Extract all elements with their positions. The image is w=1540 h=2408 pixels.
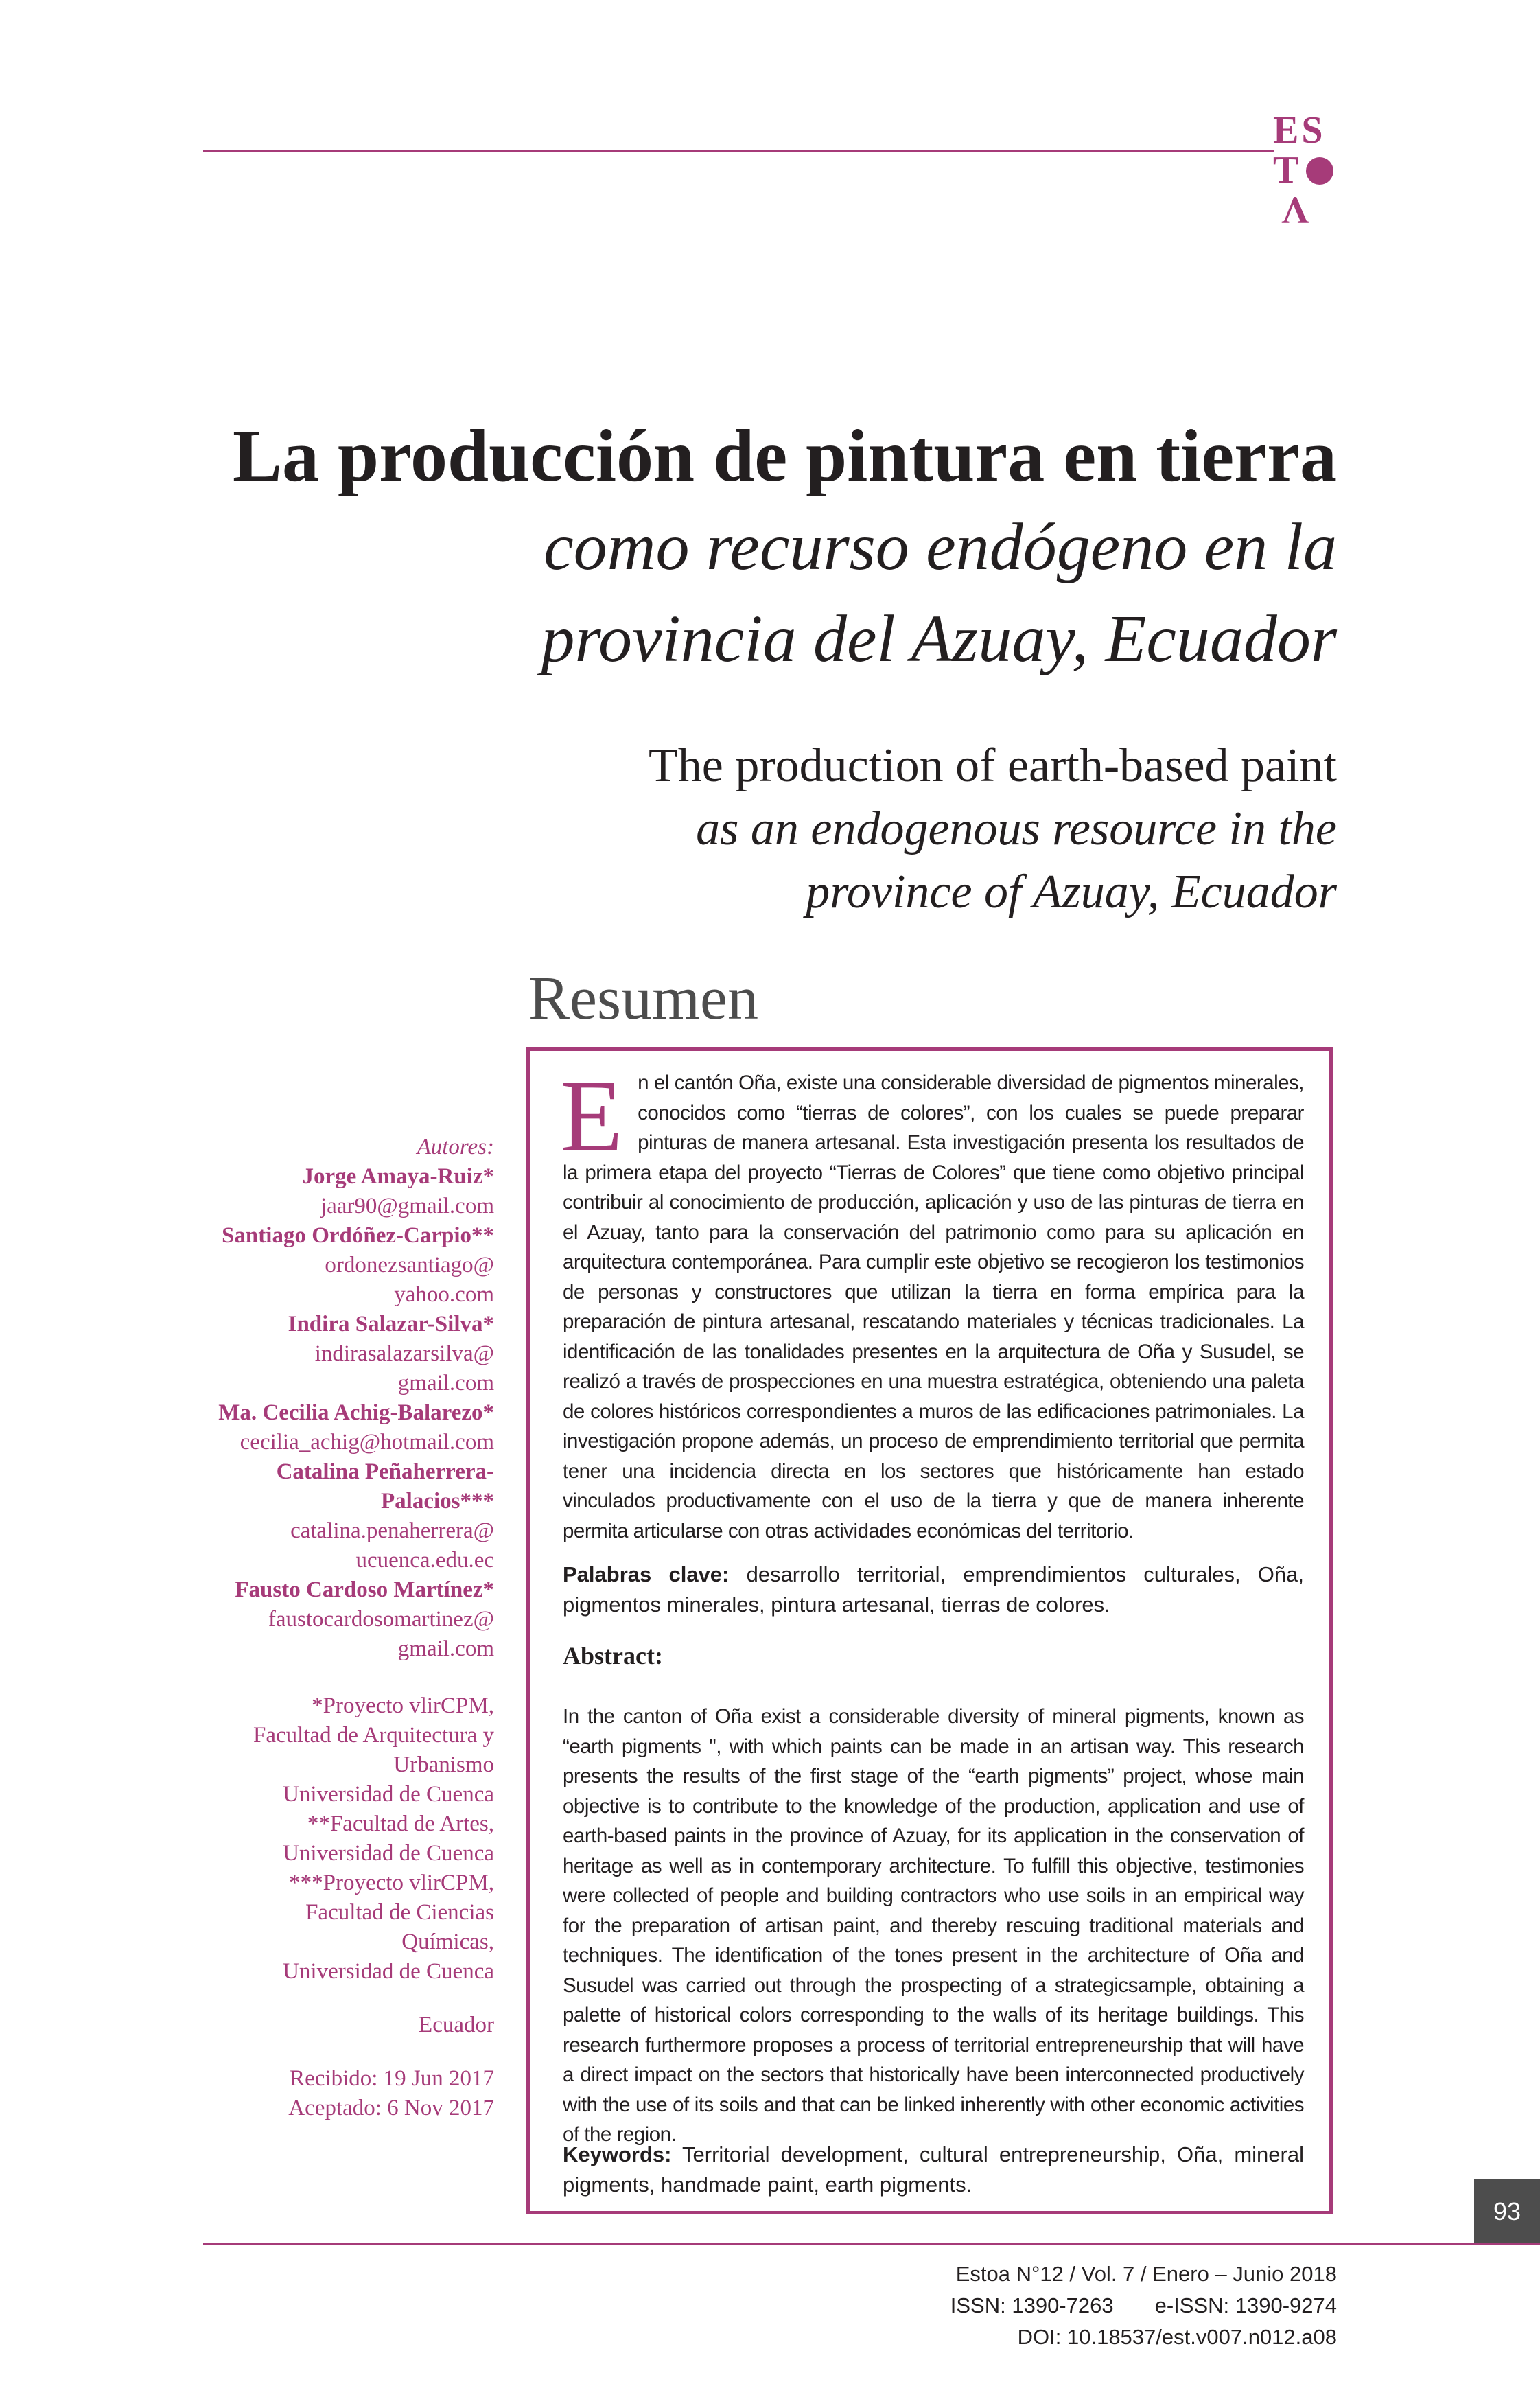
author-email: catalina.penaherrera@ [290,1518,494,1543]
title-es-line-1: La producción de pintura en tierra [232,415,1337,497]
author-email: indirasalazarsilva@ [314,1341,494,1366]
keywords-es [563,1560,1304,1620]
author-email: yahoo.com [394,1282,494,1307]
author-email: gmail.com [397,1636,494,1661]
affiliation-line: Universidad de Cuenca [283,1841,494,1866]
footer-doi: DOI: 10.18537/est.v007.n012.a08 [1017,2325,1337,2349]
affiliation-line: *Proyecto vlirCPM, [312,1693,494,1718]
author-email: ordonezsantiago@ [325,1253,494,1277]
footer-rule [203,2243,1540,2245]
author-sidebar [117,1133,494,2123]
author-email: cecilia_achig@hotmail.com [240,1430,494,1455]
author-name: Catalina Peñaherrera- [276,1459,494,1484]
author-name: Jorge Amaya-Ruiz* [302,1164,494,1189]
footer [950,2258,1337,2353]
title-en-line-3: province of Azuay, Ecuador [806,866,1337,918]
resumen-body: n el cantón Oña, existe una considerable diversidad de pigmentos minerales, conocidos como “tierras de colores”, con los cuales se puede preparar pinturas de manera artesanal. Esta investigación presenta los resultados de la primera etapa del proyecto “Tierras de Colores” que tiene como objetivo principal contribuir al conocimiento de producción, aplicación y uso de las pinturas de tierra en el Azuay, tanto para la conservación del patrimonio como para su aplicación en arquitectura contemporánea. Para cumplir este objetivo se recogieron los testimonios de personas y constructores que utilizan la tierra en forma empírica para la preparación de pintura artesanal, rescatando materiales y técnicas tradicionales. La identificación de las tonalidades presentes en la arquitectura de Oña y Susudel, se realizó a través de prospecciones en una muestra estratégica, obteniendo una paleta de colores históricos correspondientes a muros de las edificaciones patrimoniales. La investigación propone además, un proceso de emprendimiento territorial que permita tener una incidencia directa en los sectores que históricamente han estado vinculados productivamente con el uso de la tierra y que de manera inherente permita articularse con otras actividades económicas del territorio. [563,1072,1304,1542]
affiliation-line: ***Proyecto vlirCPM, [289,1871,494,1895]
author-email: jaar90@gmail.com [320,1194,494,1218]
affiliation-line: Universidad de Cuenca [283,1959,494,1984]
country: Ecuador [419,2013,494,2037]
author-name: Ma. Cecilia Achig-Balarezo* [218,1400,494,1425]
title-english [307,734,1337,924]
logo-line-2: T [1273,149,1299,192]
header-rule [203,150,1274,152]
author-email: faustocardosomartinez@ [268,1607,494,1632]
resumen-paragraph [560,1059,1304,1546]
abstract-paragraph: In the canton of Oña exist a considerable diversity of mineral pigments, known as “earth pigments ", with which paints can be made in an artisan way. This research presents the results of the first stage of the “earth pigments” project, whose main objective is to contribute to the knowledge of the production, application and use of earth-based paints in the province of Azuay, for its application in the conservation of heritage as well as in contemporary architecture. To fulfill this objective, testimonies were collected of people and building contractors who use soils in an empirical way for the preparation of artisan paint, and thereby rescuing traditional materials and techniques. The identification of the tones present in the architecture of Oña and Susudel was carried out through the prospecting of a strategicsample, obtaining a palette of historical colors corresponding to the walls of its heritage buildings. This research furthermore proposes a process of territorial entrepreneurship that will have a direct impact on the sectors that historically have been interconnected productively with the use of its soils and that can be linked inherently with other economic activities of the region. [563,1705,1304,2146]
title-en-line-2: as an endogenous resource in the [696,802,1337,855]
logo-line-1: ES [1273,109,1326,152]
received-date: Recibido: 19 Jun 2017 [290,2066,494,2091]
affiliation-line: **Facultad de Artes, [307,1811,494,1836]
title-es-line-2: como recurso endógeno en la [544,510,1337,584]
journal-logo [1273,108,1342,232]
keywords-en-label: Keywords: [563,2142,672,2166]
drop-cap: E [560,1059,623,1173]
author-name: Fausto Cardoso Martínez* [235,1577,494,1602]
keywords-en [563,2140,1304,2200]
author-name: Santiago Ordóñez-Carpio** [222,1223,494,1248]
author-email: gmail.com [397,1371,494,1396]
accepted-date: Aceptado: 6 Nov 2017 [288,2096,494,2120]
title-en-line-1: The production of earth-based paint [649,739,1337,792]
abstract-heading: Abstract: [563,1642,663,1669]
affiliation-line: Químicas, [401,1930,494,1954]
footer-journal: Estoa N°12 / Vol. 7 / Enero – Junio 2018 [955,2262,1337,2286]
title-spanish [33,412,1337,685]
author-email: ucuenca.edu.ec [355,1548,494,1573]
affiliation-line: Facultad de Ciencias [305,1900,494,1925]
affiliation-line: Facultad de Arquitectura y [253,1723,494,1748]
keywords-en-list: Territorial development, cultural entrepreneurship, Oña, mineral pigments, handmade paint, earth pigments. [563,2142,1304,2197]
abstract-box [526,1047,1333,2214]
keywords-es-label: Palabras clave: [563,1562,730,1586]
affiliation-line: Universidad de Cuenca [283,1782,494,1807]
footer-issn: ISSN: 1390-7263 [950,2293,1114,2317]
author-name: Indira Salazar-Silva* [288,1312,494,1336]
footer-issn-row [950,2290,1337,2322]
resumen-heading: Resumen [528,964,758,1032]
title-es-line-3: provincia del Azuay, Ecuador [541,602,1337,676]
author-name: Palacios*** [381,1489,494,1514]
footer-eissn: e-ISSN: 1390-9274 [1154,2293,1337,2317]
logo-line-3: V [1281,189,1309,231]
affiliation-line: Urbanismo [393,1752,494,1777]
authors-label: Autores: [417,1135,494,1159]
logo-dot [1306,157,1333,185]
keywords-es-list: desarrollo territorial, emprendimientos culturales, Oña, pigmentos minerales, pintura artesanal, tierras de colores. [563,1562,1305,1617]
page-number: 93 [1474,2179,1540,2245]
